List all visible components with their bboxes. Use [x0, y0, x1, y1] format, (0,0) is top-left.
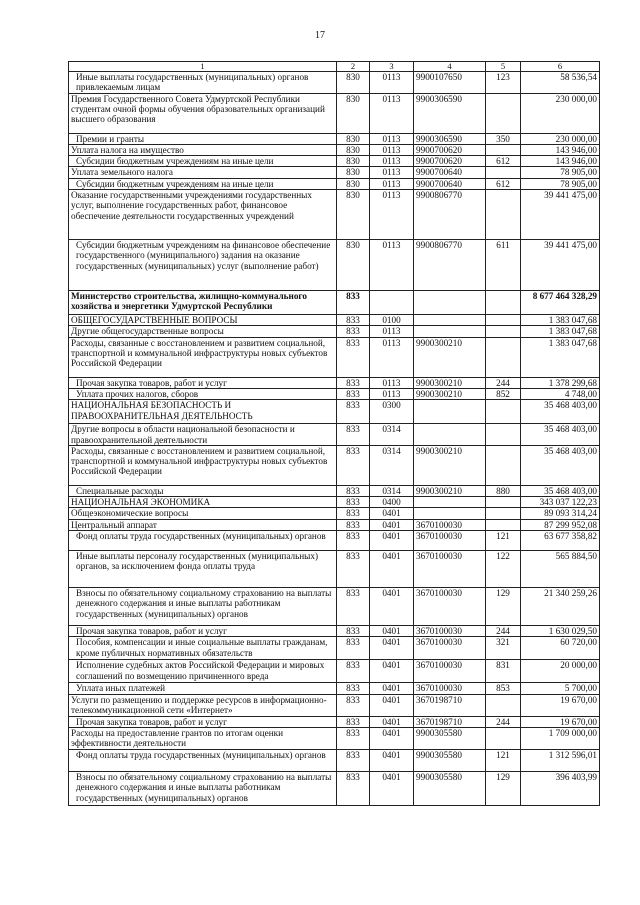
target-article-cell: 3670100030 — [414, 683, 486, 694]
expense-name-cell: Фонд оплаты труда государственных (муниципальных) органов — [69, 531, 337, 551]
section-code-cell: 0113 — [370, 72, 414, 94]
expense-type-cell: 121 — [486, 531, 521, 551]
expense-type-cell: 880 — [486, 485, 521, 496]
ministry-code-cell: 833 — [337, 531, 370, 551]
table-row — [69, 93, 600, 133]
section-code-cell: 0314 — [370, 424, 414, 446]
table-row — [69, 519, 600, 530]
amount-cell: 1 630 029,50 — [521, 626, 600, 637]
table-row — [69, 400, 600, 424]
amount-cell: 1 709 000,00 — [521, 727, 600, 749]
table-row — [69, 749, 600, 771]
target-article-cell: 9900305580 — [414, 771, 486, 805]
expense-name-cell: ОБЩЕГОСУДАРСТВЕННЫЕ ВОПРОСЫ — [69, 315, 337, 326]
table-row — [69, 660, 600, 683]
ministry-code-cell: 833 — [337, 771, 370, 805]
expense-name-cell: Субсидии бюджетным учреждениям на иные цели — [69, 178, 337, 189]
expense-name-cell: Уплата налога на имущество — [69, 144, 337, 155]
section-code-cell: 0401 — [370, 519, 414, 530]
section-code-cell: 0401 — [370, 588, 414, 626]
ministry-code-cell: 833 — [337, 694, 370, 716]
ministry-code-cell: 830 — [337, 240, 370, 291]
target-article-cell: 3670100030 — [414, 637, 486, 660]
expense-name-cell: Другие вопросы в области национальной безопасности и правоохранительной деятельности — [69, 424, 337, 446]
table-row — [69, 167, 600, 178]
expense-name-cell: Субсидии бюджетным учреждениям на финансовое обеспечение государственного (муниципального) задания на оказание государственных (муниципальных) услуг (выполнение работ) — [69, 240, 337, 291]
amount-cell: 343 037 122,23 — [521, 497, 600, 508]
section-code-cell: 0401 — [370, 626, 414, 637]
expense-name-cell: Прочая закупка товаров, работ и услуг — [69, 626, 337, 637]
section-code-cell: 0401 — [370, 531, 414, 551]
target-article-cell — [414, 424, 486, 446]
section-code-cell: 0113 — [370, 388, 414, 399]
expense-name-cell: Фонд оплаты труда государственных (муниципальных) органов — [69, 749, 337, 771]
table-row — [69, 424, 600, 446]
amount-cell: 35 468 403,00 — [521, 400, 600, 424]
expense-name-cell: Уплата иных платежей — [69, 683, 337, 694]
table-row — [69, 337, 600, 377]
expense-name-cell: Иные выплаты персоналу государственных (муниципальных) органов, за исключением фонда оплаты труда — [69, 551, 337, 588]
table-row — [69, 156, 600, 167]
section-code-cell — [370, 291, 414, 315]
section-code-cell: 0113 — [370, 133, 414, 144]
amount-cell: 39 441 475,00 — [521, 240, 600, 291]
target-article-cell: 3670100030 — [414, 519, 486, 530]
target-article-cell — [414, 508, 486, 519]
ministry-code-cell: 833 — [337, 727, 370, 749]
section-code-cell: 0401 — [370, 749, 414, 771]
expense-type-cell: 350 — [486, 133, 521, 144]
expense-name-cell: Взносы по обязательному социальному страхованию на выплаты денежного содержания и иные выплаты работникам государственных (муниципальных) органов — [69, 771, 337, 805]
target-article-cell: 9900306590 — [414, 133, 486, 144]
section-code-cell: 0113 — [370, 178, 414, 189]
expense-name-cell: Исполнение судебных актов Российской Федерации и мировых соглашений по возмещению причиненного вреда — [69, 660, 337, 683]
table-row — [69, 683, 600, 694]
expense-type-cell — [486, 93, 521, 133]
amount-cell: 1 383 047,68 — [521, 337, 600, 377]
target-article-cell: 9900700620 — [414, 144, 486, 155]
column-number: 5 — [486, 62, 521, 72]
section-code-cell: 0401 — [370, 694, 414, 716]
expense-type-cell — [486, 337, 521, 377]
ministry-code-cell: 833 — [337, 749, 370, 771]
ministry-code-cell: 833 — [337, 683, 370, 694]
ministry-code-cell: 833 — [337, 326, 370, 337]
amount-cell: 1 312 596,01 — [521, 749, 600, 771]
target-article-cell: 3670100030 — [414, 626, 486, 637]
column-number: 1 — [69, 62, 337, 72]
table-row — [69, 716, 600, 727]
ministry-code-cell: 833 — [337, 716, 370, 727]
expense-type-cell: 321 — [486, 637, 521, 660]
table-row — [69, 388, 600, 399]
budget-table — [68, 61, 600, 806]
table-row — [69, 315, 600, 326]
expense-type-cell: 853 — [486, 683, 521, 694]
ministry-code-cell: 833 — [337, 291, 370, 315]
table-row — [69, 326, 600, 337]
expense-name-cell: НАЦИОНАЛЬНАЯ БЕЗОПАСНОСТЬ И ПРАВООХРАНИТЕЛЬНАЯ ДЕЯТЕЛЬНОСТЬ — [69, 400, 337, 424]
page-number: 17 — [315, 30, 325, 41]
expense-name-cell: Центральный аппарат — [69, 519, 337, 530]
expense-name-cell: Субсидии бюджетным учреждениям на иные цели — [69, 156, 337, 167]
expense-type-cell — [486, 167, 521, 178]
expense-type-cell — [486, 508, 521, 519]
table-row — [69, 190, 600, 240]
ministry-code-cell: 830 — [337, 167, 370, 178]
expense-type-cell: 121 — [486, 749, 521, 771]
target-article-cell — [414, 326, 486, 337]
table-row — [69, 588, 600, 626]
ministry-code-cell: 830 — [337, 144, 370, 155]
section-code-cell: 0113 — [370, 190, 414, 240]
section-code-cell: 0113 — [370, 93, 414, 133]
ministry-code-cell: 833 — [337, 519, 370, 530]
expense-name-cell: Услуги по размещению и поддержке ресурсов в информационно-телекоммуникационной сети «Интернет» — [69, 694, 337, 716]
amount-cell: 143 946,00 — [521, 156, 600, 167]
expense-name-cell: Оказание государственными учреждениями государственных услуг, выполнение государственных работ, финансовое обеспечение деятельности государственных учреждений — [69, 190, 337, 240]
expense-type-cell: 129 — [486, 588, 521, 626]
ministry-code-cell: 833 — [337, 637, 370, 660]
ministry-code-cell: 833 — [337, 485, 370, 496]
section-code-cell: 0314 — [370, 485, 414, 496]
expense-type-cell: 852 — [486, 388, 521, 399]
column-numbers-row — [69, 62, 600, 72]
amount-cell: 230 000,00 — [521, 93, 600, 133]
section-code-cell: 0113 — [370, 144, 414, 155]
section-code-cell: 0400 — [370, 497, 414, 508]
ministry-code-cell: 830 — [337, 178, 370, 189]
expense-type-cell: 831 — [486, 660, 521, 683]
expense-name-cell: Премия Государственного Совета Удмуртской Республики студентам очной формы обучения образовательных организаций высшего образования — [69, 93, 337, 133]
expense-type-cell — [486, 445, 521, 485]
expense-type-cell: 612 — [486, 156, 521, 167]
expense-name-cell: Специальные расходы — [69, 485, 337, 496]
table-row — [69, 445, 600, 485]
amount-cell: 565 884,50 — [521, 551, 600, 588]
section-code-cell: 0401 — [370, 508, 414, 519]
column-number: 6 — [521, 62, 600, 72]
target-article-cell: 9900700620 — [414, 156, 486, 167]
target-article-cell: 9900300210 — [414, 337, 486, 377]
target-article-cell: 3670100030 — [414, 660, 486, 683]
table-row — [69, 626, 600, 637]
expense-name-cell: Министерство строительства, жилищно-коммунального хозяйства и энергетики Удмуртской Республики — [69, 291, 337, 315]
target-article-cell: 9900300210 — [414, 377, 486, 388]
ministry-code-cell: 833 — [337, 400, 370, 424]
expense-type-cell: 122 — [486, 551, 521, 588]
expense-name-cell: Пособия, компенсации и иные социальные выплаты гражданам, кроме публичных нормативных обязательств — [69, 637, 337, 660]
table-row — [69, 497, 600, 508]
expense-type-cell: 244 — [486, 716, 521, 727]
expense-name-cell: Прочая закупка товаров, работ и услуг — [69, 377, 337, 388]
ministry-code-cell: 830 — [337, 93, 370, 133]
ministry-code-cell: 833 — [337, 315, 370, 326]
section-code-cell: 0401 — [370, 716, 414, 727]
section-code-cell: 0100 — [370, 315, 414, 326]
section-code-cell: 0401 — [370, 637, 414, 660]
column-number: 4 — [414, 62, 486, 72]
amount-cell: 63 677 358,82 — [521, 531, 600, 551]
target-article-cell: 3670100030 — [414, 531, 486, 551]
table-row — [69, 485, 600, 496]
ministry-code-cell: 833 — [337, 445, 370, 485]
column-number: 3 — [370, 62, 414, 72]
section-code-cell: 0300 — [370, 400, 414, 424]
column-number: 2 — [337, 62, 370, 72]
target-article-cell: 9900107650 — [414, 72, 486, 94]
target-article-cell: 9900806770 — [414, 190, 486, 240]
target-article-cell — [414, 291, 486, 315]
expense-type-cell — [486, 190, 521, 240]
amount-cell: 89 093 314,24 — [521, 508, 600, 519]
expense-type-cell — [486, 519, 521, 530]
section-code-cell: 0401 — [370, 683, 414, 694]
section-code-cell: 0401 — [370, 660, 414, 683]
expense-name-cell: Расходы, связанные с восстановлением и развитием социальной, транспортной и коммунальной инфраструктуры новых субъектов Российской Федерации — [69, 445, 337, 485]
amount-cell: 230 000,00 — [521, 133, 600, 144]
target-article-cell: 3670100030 — [414, 551, 486, 588]
expense-name-cell: Расходы на предоставление грантов по итогам оценки эффективности деятельности — [69, 727, 337, 749]
section-code-cell: 0401 — [370, 771, 414, 805]
target-article-cell: 9900700640 — [414, 178, 486, 189]
target-article-cell: 9900300210 — [414, 485, 486, 496]
target-article-cell: 9900806770 — [414, 240, 486, 291]
amount-cell: 4 748,00 — [521, 388, 600, 399]
amount-cell: 58 536,54 — [521, 72, 600, 94]
expense-type-cell — [486, 144, 521, 155]
expense-type-cell: 612 — [486, 178, 521, 189]
amount-cell: 19 670,00 — [521, 694, 600, 716]
amount-cell: 78 905,00 — [521, 167, 600, 178]
amount-cell: 1 378 299,68 — [521, 377, 600, 388]
expense-type-cell — [486, 400, 521, 424]
ministry-code-cell: 830 — [337, 72, 370, 94]
ministry-code-cell: 833 — [337, 388, 370, 399]
ministry-code-cell: 833 — [337, 337, 370, 377]
amount-cell: 396 403,99 — [521, 771, 600, 805]
table-row — [69, 531, 600, 551]
expense-name-cell: Другие общегосударственные вопросы — [69, 326, 337, 337]
expense-name-cell: Премии и гранты — [69, 133, 337, 144]
table-row — [69, 72, 600, 94]
amount-cell: 5 700,00 — [521, 683, 600, 694]
amount-cell: 60 720,00 — [521, 637, 600, 660]
table-row — [69, 240, 600, 291]
amount-cell: 21 340 259,26 — [521, 588, 600, 626]
table-row — [69, 637, 600, 660]
ministry-code-cell: 833 — [337, 424, 370, 446]
target-article-cell: 9900305580 — [414, 749, 486, 771]
section-code-cell: 0113 — [370, 337, 414, 377]
target-article-cell: 9900300210 — [414, 388, 486, 399]
amount-cell: 19 670,00 — [521, 716, 600, 727]
section-code-cell: 0113 — [370, 167, 414, 178]
ministry-code-cell: 833 — [337, 377, 370, 388]
section-code-cell: 0113 — [370, 326, 414, 337]
table-row — [69, 178, 600, 189]
target-article-cell — [414, 315, 486, 326]
target-article-cell: 3670198710 — [414, 694, 486, 716]
expense-type-cell — [486, 694, 521, 716]
amount-cell: 35 468 403,00 — [521, 424, 600, 446]
table-row — [69, 727, 600, 749]
amount-cell: 39 441 475,00 — [521, 190, 600, 240]
section-code-cell: 0113 — [370, 156, 414, 167]
expense-type-cell — [486, 315, 521, 326]
expense-name-cell: Иные выплаты государственных (муниципальных) органов привлекаемым лицам — [69, 72, 337, 94]
expense-name-cell: Уплата земельного налога — [69, 167, 337, 178]
ministry-code-cell: 830 — [337, 190, 370, 240]
expense-name-cell: Взносы по обязательному социальному страхованию на выплаты денежного содержания и иные выплаты работникам государственных (муниципальных) органов — [69, 588, 337, 626]
section-code-cell: 0401 — [370, 727, 414, 749]
target-article-cell: 3670198710 — [414, 716, 486, 727]
amount-cell: 35 468 403,00 — [521, 485, 600, 496]
expense-type-cell — [486, 727, 521, 749]
target-article-cell: 9900300210 — [414, 445, 486, 485]
table-row — [69, 551, 600, 588]
amount-cell: 1 383 047,68 — [521, 326, 600, 337]
target-article-cell: 3670100030 — [414, 588, 486, 626]
section-code-cell: 0314 — [370, 445, 414, 485]
ministry-code-cell: 833 — [337, 588, 370, 626]
ministry-code-cell: 833 — [337, 497, 370, 508]
ministry-code-cell: 830 — [337, 156, 370, 167]
target-article-cell — [414, 497, 486, 508]
ministry-code-cell: 830 — [337, 133, 370, 144]
target-article-cell: 9900305580 — [414, 727, 486, 749]
table-row — [69, 771, 600, 805]
expense-name-cell: Прочая закупка товаров, работ и услуг — [69, 716, 337, 727]
ministry-code-cell: 833 — [337, 508, 370, 519]
section-code-cell: 0401 — [370, 551, 414, 588]
expense-type-cell — [486, 291, 521, 315]
amount-cell: 143 946,00 — [521, 144, 600, 155]
expense-type-cell — [486, 424, 521, 446]
amount-cell: 1 383 047,68 — [521, 315, 600, 326]
expense-type-cell: 244 — [486, 626, 521, 637]
amount-cell: 78 905,00 — [521, 178, 600, 189]
expense-name-cell: Общеэкономические вопросы — [69, 508, 337, 519]
amount-cell: 20 000,00 — [521, 660, 600, 683]
target-article-cell: 9900306590 — [414, 93, 486, 133]
amount-cell: 87 299 952,08 — [521, 519, 600, 530]
ministry-code-cell: 833 — [337, 626, 370, 637]
table-row — [69, 144, 600, 155]
table-row — [69, 694, 600, 716]
table-row — [69, 133, 600, 144]
ministry-code-cell: 833 — [337, 551, 370, 588]
expense-type-cell — [486, 326, 521, 337]
section-code-cell: 0113 — [370, 377, 414, 388]
expense-type-cell — [486, 497, 521, 508]
ministry-code-cell: 833 — [337, 660, 370, 683]
amount-cell: 8 677 464 328,29 — [521, 291, 600, 315]
expense-type-cell: 123 — [486, 72, 521, 94]
section-code-cell: 0113 — [370, 240, 414, 291]
table-row — [69, 508, 600, 519]
expense-type-cell: 244 — [486, 377, 521, 388]
target-article-cell: 9900700640 — [414, 167, 486, 178]
expense-type-cell: 611 — [486, 240, 521, 291]
table-row — [69, 291, 600, 315]
table-row — [69, 377, 600, 388]
expense-name-cell: НАЦИОНАЛЬНАЯ ЭКОНОМИКА — [69, 497, 337, 508]
amount-cell: 35 468 403,00 — [521, 445, 600, 485]
expense-name-cell: Уплата прочих налогов, сборов — [69, 388, 337, 399]
target-article-cell — [414, 400, 486, 424]
expense-name-cell: Расходы, связанные с восстановлением и развитием социальной, транспортной и коммунальной инфраструктуры новых субъектов Российской Федерации — [69, 337, 337, 377]
expense-type-cell: 129 — [486, 771, 521, 805]
